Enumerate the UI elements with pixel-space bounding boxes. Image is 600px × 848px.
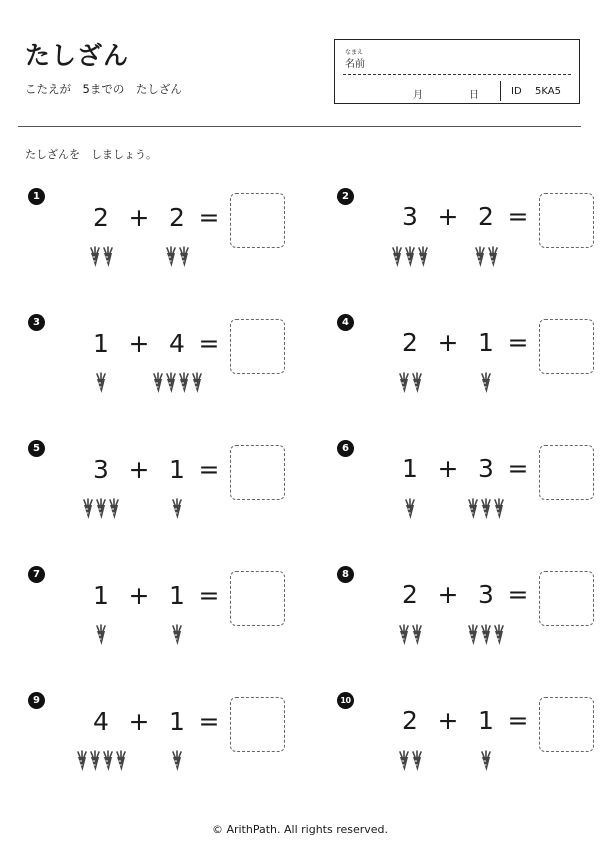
name-box [334,39,580,104]
problem-number: 6 [337,440,354,457]
name-label: 名前 [345,59,365,70]
answer-box[interactable] [539,571,594,626]
equals-sign: = [507,328,529,357]
second-addend: 4 [169,329,185,358]
carrot-icon [466,498,480,520]
carrot-icon [410,624,424,646]
carrot-icon [479,750,493,772]
name-furigana: なまえ [345,49,364,56]
answer-box[interactable] [230,445,285,500]
carrot-icon [479,498,493,520]
answer-box[interactable] [539,697,594,752]
problem-item [337,314,600,424]
second-addend: 2 [169,203,185,232]
carrot-icon [390,246,404,268]
carrot-icon [170,498,184,520]
plus-sign: + [128,203,150,232]
carrot-icon [88,246,102,268]
equals-sign: = [507,580,529,609]
carrot-icon [479,624,493,646]
answer-box[interactable] [230,193,285,248]
carrot-icon [170,750,184,772]
first-addend: 1 [93,581,109,610]
answer-box[interactable] [230,697,285,752]
plus-sign: + [128,329,150,358]
carrot-icon [397,372,411,394]
problem-item [337,566,600,676]
month-label: 月 [413,90,423,101]
header-divider [18,126,581,127]
carrot-icon [397,624,411,646]
carrot-icon [486,246,500,268]
problem-item [337,188,600,298]
carrot-icon [94,624,108,646]
second-addend: 1 [478,328,494,357]
equals-sign: = [507,202,529,231]
equals-sign: = [198,581,220,610]
second-addend: 3 [478,580,494,609]
second-addend: 1 [169,581,185,610]
carrot-icon [492,624,506,646]
equals-sign: = [198,707,220,736]
second-addend: 2 [478,202,494,231]
problem-item [337,692,600,802]
second-addend: 1 [169,455,185,484]
equals-sign: = [198,329,220,358]
plus-sign: + [128,707,150,736]
carrot-icon [177,372,191,394]
first-addend: 3 [402,202,418,231]
carrot-icon [403,246,417,268]
problem-number: 8 [337,566,354,583]
problem-number: 1 [28,188,45,205]
equals-sign: = [507,706,529,735]
problem-number: 9 [28,692,45,709]
answer-box[interactable] [539,319,594,374]
plus-sign: + [128,455,150,484]
carrot-icon [88,750,102,772]
carrot-icon [410,750,424,772]
first-addend: 4 [93,707,109,736]
carrot-icon [114,750,128,772]
plus-sign: + [437,454,459,483]
problem-item [28,188,308,298]
problem-item [28,314,308,424]
problem-number: 3 [28,314,45,331]
first-addend: 2 [402,328,418,357]
second-addend: 1 [169,707,185,736]
problem-item [337,440,600,550]
equals-sign: = [507,454,529,483]
worksheet-subtitle: こたえが 5までの たしざん [25,82,182,96]
id-label: ID [511,86,522,97]
carrot-icon [410,372,424,394]
carrot-icon [170,624,184,646]
first-addend: 3 [93,455,109,484]
plus-sign: + [437,328,459,357]
carrot-icon [473,246,487,268]
carrot-icon [164,246,178,268]
answer-box[interactable] [539,193,594,248]
name-line [343,74,571,75]
problem-number: 2 [337,188,354,205]
equals-sign: = [198,203,220,232]
carrot-icon [492,498,506,520]
plus-sign: + [437,580,459,609]
answer-box[interactable] [230,319,285,374]
id-value: 5KA5 [535,86,561,97]
plus-sign: + [437,706,459,735]
carrot-icon [75,750,89,772]
second-addend: 3 [478,454,494,483]
plus-sign: + [128,581,150,610]
id-separator [500,81,501,101]
carrot-icon [94,498,108,520]
carrot-icon [397,750,411,772]
problem-item [28,440,308,550]
carrot-icon [81,498,95,520]
carrot-icon [94,372,108,394]
carrot-icon [466,624,480,646]
answer-box[interactable] [539,445,594,500]
problem-number: 7 [28,566,45,583]
problem-number: 10 [337,692,354,709]
carrot-icon [479,372,493,394]
problem-item [28,566,308,676]
first-addend: 2 [402,580,418,609]
day-label: 日 [469,90,479,101]
problem-item [28,692,308,802]
second-addend: 1 [478,706,494,735]
carrot-icon [164,372,178,394]
worksheet-title: たしざん [25,41,130,70]
footer-copyright: © ArithPath. All rights reserved. [211,823,389,836]
carrot-icon [151,372,165,394]
carrot-icon [101,750,115,772]
first-addend: 2 [93,203,109,232]
carrot-icon [403,498,417,520]
instruction-text: たしざんを しましょう。 [25,148,157,161]
carrot-icon [416,246,430,268]
first-addend: 2 [402,706,418,735]
carrot-icon [190,372,204,394]
first-addend: 1 [93,329,109,358]
problem-number: 4 [337,314,354,331]
carrot-icon [101,246,115,268]
answer-box[interactable] [230,571,285,626]
problem-number: 5 [28,440,45,457]
equals-sign: = [198,455,220,484]
carrot-icon [107,498,121,520]
plus-sign: + [437,202,459,231]
carrot-icon [177,246,191,268]
first-addend: 1 [402,454,418,483]
